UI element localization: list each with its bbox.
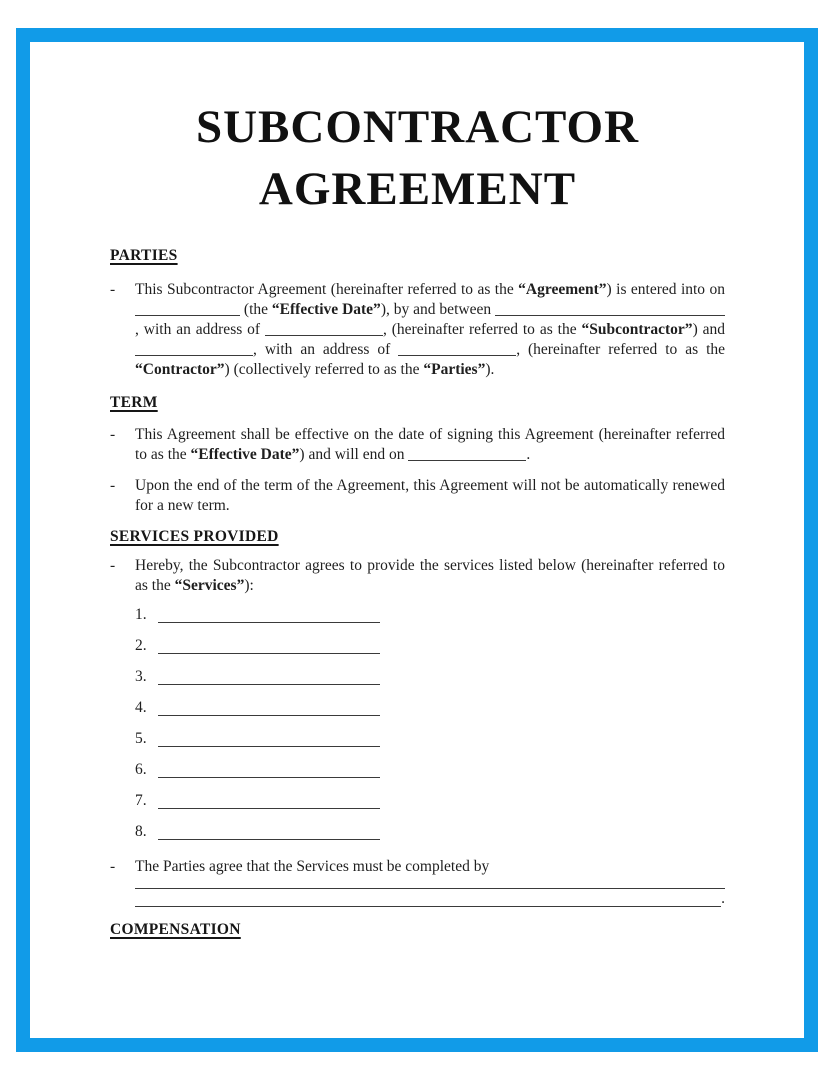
services-clause-text: Hereby, the Subcontractor agrees to provide the services listed below (hereinafter referred to as the “Services”): (135, 557, 725, 594)
blank-field-service-6 (158, 760, 380, 778)
term-clause-2 (110, 476, 725, 516)
service-item-number: 6. (135, 761, 147, 778)
document-title-line-1: SUBCONTRACTOR (195, 101, 640, 153)
section-heading-services-provided: SERVICES PROVIDED (110, 528, 279, 545)
blank-field-effective-date (135, 311, 240, 316)
blank-field-deadline-line-1 (135, 877, 725, 889)
blank-field-service-2 (158, 636, 380, 654)
service-item-number: 5. (135, 730, 147, 747)
bullet-dash: - (110, 477, 116, 494)
term-clause-1-text: This Agreement shall be effective on the date of signing this Agreement (hereinafter referred to as the “Effective Date”) and will end on . (135, 426, 725, 463)
service-item-number: 7. (135, 792, 147, 809)
service-item-number: 1. (135, 606, 147, 623)
term-clause-2-text: Upon the end of the term of the Agreement, this Agreement will not be automatically renewed for a new term. (135, 477, 725, 514)
document-title (110, 96, 725, 220)
service-item-number: 8. (135, 823, 147, 840)
service-item-6 (135, 760, 725, 780)
service-item-5 (135, 729, 725, 749)
services-list (135, 605, 725, 842)
deadline-period: . (721, 890, 725, 907)
parties-clause (110, 280, 725, 380)
blank-field-subcontractor-address (265, 331, 383, 336)
term-clause-1 (110, 425, 725, 465)
bullet-dash: - (110, 557, 116, 574)
service-item-2 (135, 636, 725, 656)
blank-field-service-7 (158, 791, 380, 809)
service-item-1 (135, 605, 725, 625)
blank-rule (135, 877, 725, 889)
bullet-dash: - (110, 281, 116, 298)
blank-field-end-date (408, 456, 526, 461)
blank-field-service-8 (158, 822, 380, 840)
services-deadline-clause (110, 857, 725, 877)
blank-field-subcontractor-name (495, 311, 725, 316)
service-item-7 (135, 791, 725, 811)
services-deadline-text: The Parties agree that the Services must be completed by (135, 858, 490, 875)
service-item-3 (135, 667, 725, 687)
service-item-number: 2. (135, 637, 147, 654)
service-item-number: 4. (135, 699, 147, 716)
services-clause (110, 556, 725, 596)
section-heading-compensation: COMPENSATION (110, 921, 241, 938)
service-item-number: 3. (135, 668, 147, 685)
blank-field-service-4 (158, 698, 380, 716)
blank-field-service-1 (158, 605, 380, 623)
section-heading-parties: PARTIES (110, 247, 178, 264)
blank-field-service-3 (158, 667, 380, 685)
blank-field-deadline-line-2 (135, 889, 725, 907)
section-heading-term: TERM (110, 394, 158, 411)
blank-field-contractor-address (398, 351, 516, 356)
bullet-dash: - (110, 858, 116, 875)
document-title-line-2: AGREEMENT (258, 163, 577, 215)
service-item-4 (135, 698, 725, 718)
blank-field-service-5 (158, 729, 380, 747)
blank-rule (135, 889, 721, 907)
bullet-dash: - (110, 426, 116, 443)
document-body (110, 0, 725, 940)
parties-clause-text: This Subcontractor Agreement (hereinafter referred to as the “Agreement”) is entered into on (the “Effective Date”), by and between , with an address of , (hereinafter referred to as the “Subcontractor”) and , with an address of , (hereinafter referred to as the “Contractor”) (collectively referred to as the “Parties”). (135, 281, 726, 378)
blank-field-contractor-name (135, 351, 253, 356)
service-item-8 (135, 822, 725, 842)
